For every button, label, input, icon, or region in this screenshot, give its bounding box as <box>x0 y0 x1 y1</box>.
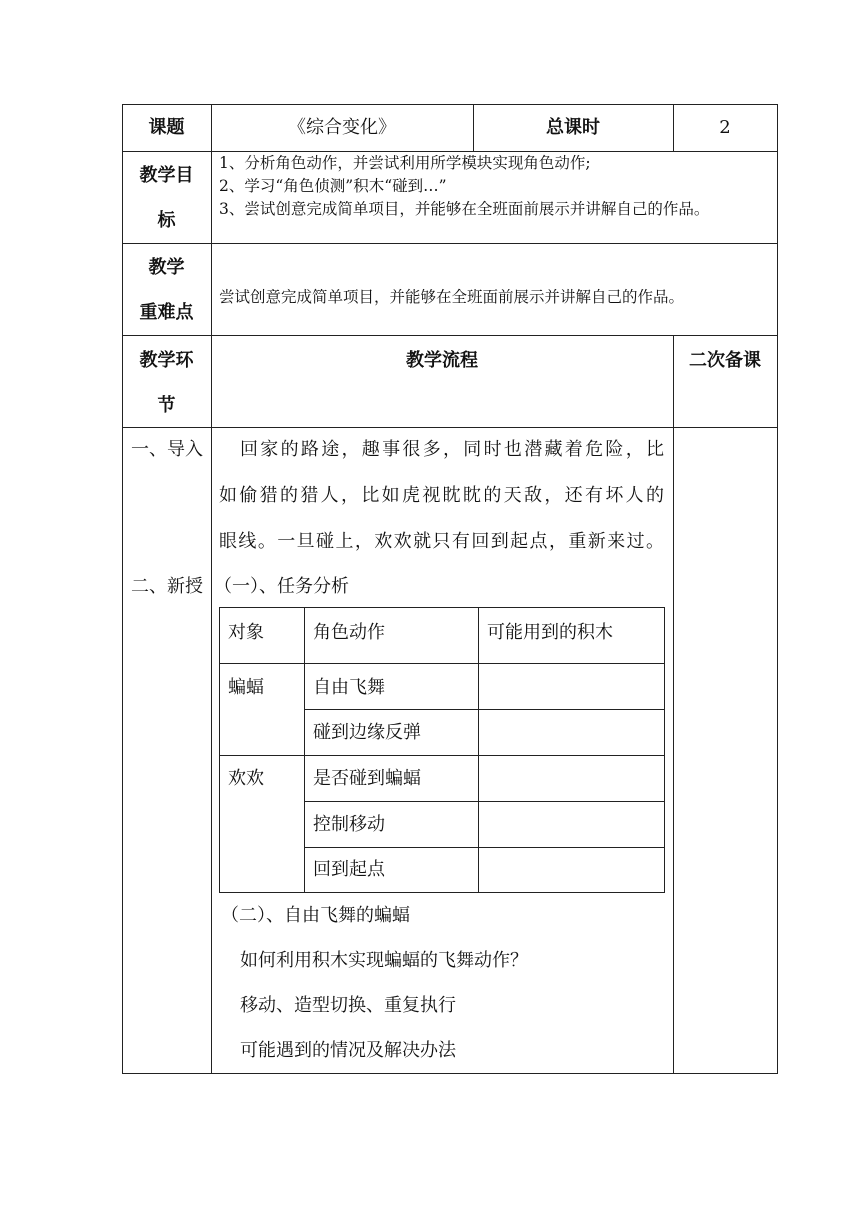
task-action: 控制移动 <box>313 814 385 835</box>
table-border-bottom <box>122 1073 778 1074</box>
task-table-col-rule <box>304 607 305 893</box>
task-table-border-bottom <box>219 892 665 893</box>
goals-label-line2: 标 <box>157 210 176 231</box>
table-col-rule <box>673 335 674 1074</box>
task-col-object: 对象 <box>228 622 264 643</box>
table-rule <box>122 335 778 336</box>
task-action: 是否碰到蝙蝠 <box>313 768 421 789</box>
subject-value: 《综合变化》 <box>288 117 396 138</box>
intro-paragraph-line: 回家的路途，趣事很多，同时也潜藏着危险，比 <box>240 439 664 460</box>
task-table-rule <box>219 755 665 756</box>
intro-paragraph-line: 眼线。一旦碰上，欢欢就只有回到起点，重新来过。 <box>219 531 664 552</box>
total-hours-value: 2 <box>719 117 731 138</box>
task-analysis-heading: （一）、任务分析 <box>214 576 349 597</box>
table-rule <box>122 427 778 428</box>
task-action: 自由飞舞 <box>313 677 385 698</box>
table-col-rule <box>211 104 212 1074</box>
second-prep-header: 二次备课 <box>689 350 761 371</box>
task-col-action: 角色动作 <box>313 622 385 643</box>
intro-paragraph-line: 如偷猎的猎人，比如虎视眈眈的天敌，还有坏人的 <box>219 485 664 506</box>
task-table-rule <box>304 847 665 848</box>
task-object-huanhuan: 欢欢 <box>228 768 264 789</box>
stage-header-line1: 教学环 <box>139 350 194 371</box>
free-flying-line: 可能遇到的情况及解决办法 <box>240 1040 456 1061</box>
task-action: 碰到边缘反弹 <box>313 722 421 743</box>
goals-label-line1: 教学目 <box>139 165 194 186</box>
goal-item: 3、尝试创意完成简单项目，并能够在全班面前展示并讲解自己的作品。 <box>219 200 710 218</box>
free-flying-line: 如何利用积木实现蝙蝠的飞舞动作？ <box>240 950 528 971</box>
table-border-right <box>777 104 778 1074</box>
free-flying-heading: （二）、自由飞舞的蝙蝠 <box>221 905 410 926</box>
free-flying-line: 移动、造型切换、重复执行 <box>240 995 456 1016</box>
task-col-blocks: 可能用到的积木 <box>487 622 613 643</box>
stage-intro: 一、导入 <box>131 439 203 460</box>
table-rule <box>122 243 778 244</box>
goal-item: 1、分析角色动作，并尝试利用所学模块实现角色动作; <box>219 154 591 172</box>
total-hours-label: 总课时 <box>546 117 600 138</box>
task-action: 回到起点 <box>313 859 385 880</box>
task-table-border-left <box>219 607 220 893</box>
difficulty-label-line2: 重难点 <box>139 302 194 323</box>
difficulty-text: 尝试创意完成简单项目，并能够在全班面前展示并讲解自己的作品。 <box>219 288 685 306</box>
table-border-top <box>122 104 778 105</box>
task-table-border-right <box>664 607 665 893</box>
process-header: 教学流程 <box>406 350 478 371</box>
task-table-border-top <box>219 607 665 608</box>
task-table-rule <box>304 801 665 802</box>
task-object-bat: 蝙蝠 <box>228 677 264 698</box>
task-table-col-rule <box>478 607 479 893</box>
task-table-rule <box>304 709 665 710</box>
task-table-rule <box>219 663 665 664</box>
difficulty-label-line1: 教学 <box>148 257 185 278</box>
table-rule <box>122 151 778 152</box>
stage-header-line2: 节 <box>157 395 176 416</box>
stage-new-lesson: 二、新授 <box>131 576 203 597</box>
subject-label: 课题 <box>148 117 185 138</box>
goal-item: 2、学习“角色侦测”积木“碰到…” <box>219 177 447 195</box>
table-border-left <box>122 104 123 1074</box>
